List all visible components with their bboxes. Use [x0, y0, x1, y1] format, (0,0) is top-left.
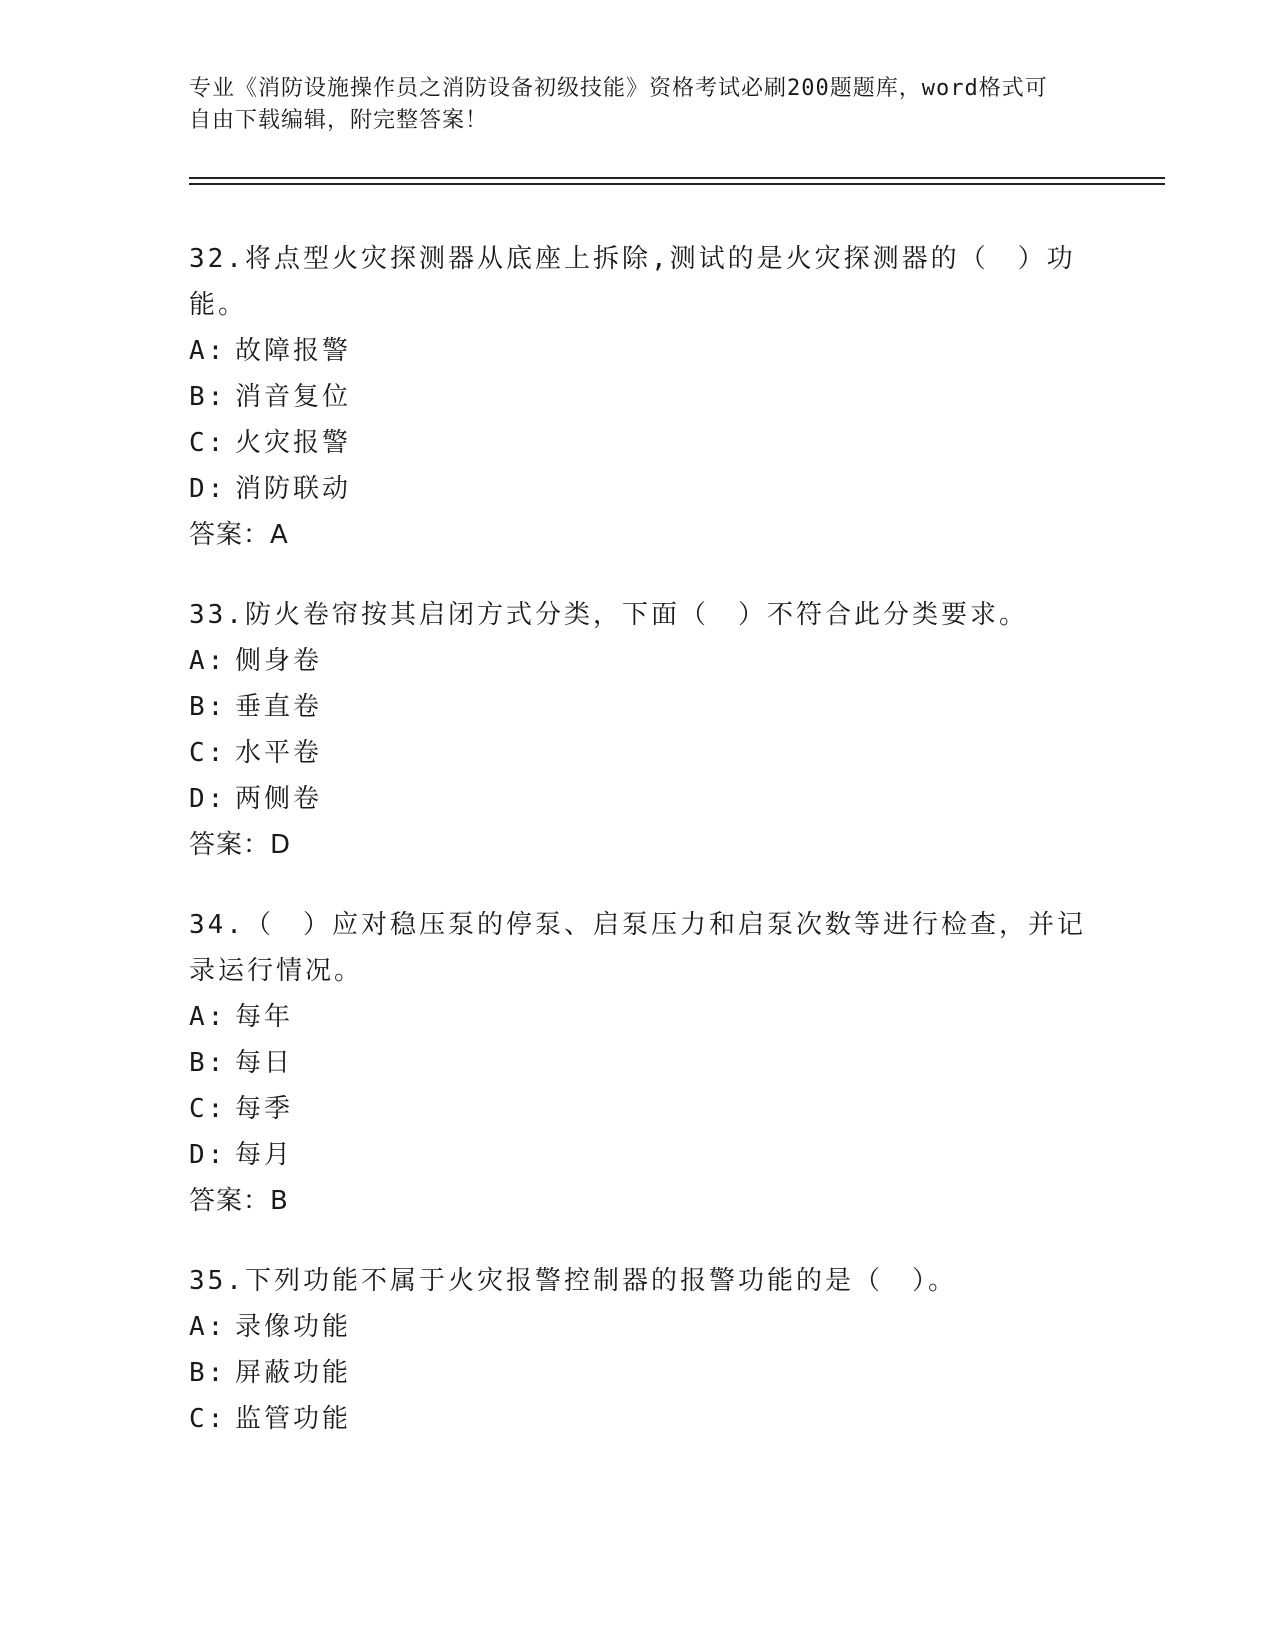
header-divider-bottom	[189, 183, 1165, 185]
option-letter: A:	[189, 336, 227, 366]
option-c	[189, 420, 1089, 466]
option-c	[189, 730, 1089, 776]
question-35	[189, 1258, 1089, 1442]
option-d	[189, 776, 1089, 822]
answer-line: 答案：D	[189, 830, 292, 860]
question-34	[189, 902, 1089, 1224]
option-text: 录像功能	[235, 1312, 352, 1342]
option-a	[189, 328, 1089, 374]
option-text: 火灾报警	[235, 428, 352, 458]
option-letter: C:	[189, 738, 227, 768]
option-b	[189, 684, 1089, 730]
question-stem: 32.将点型火灾探测器从底座上拆除,测试的是火灾探测器的（ ）功能。	[189, 244, 1076, 320]
answer-line: 答案：A	[189, 520, 289, 550]
option-letter: D:	[189, 474, 227, 504]
option-b	[189, 1040, 1089, 1086]
option-letter: A:	[189, 1312, 227, 1342]
question-stem: 34.（ ）应对稳压泵的停泵、启泵压力和启泵次数等进行检查，并记录运行情况。	[189, 910, 1086, 986]
option-text: 垂直卷	[235, 692, 323, 722]
option-b	[189, 374, 1089, 420]
header-divider-top	[189, 177, 1165, 179]
document-header: 专业《消防设施操作员之消防设备初级技能》资格考试必刷200题题库，word格式可自由下载编辑，附完整答案！	[189, 76, 1048, 133]
option-a	[189, 1304, 1089, 1350]
option-text: 每季	[235, 1094, 294, 1124]
question-32	[189, 236, 1089, 558]
option-letter: D:	[189, 1140, 227, 1170]
option-letter: B:	[189, 692, 227, 722]
option-d	[189, 1132, 1089, 1178]
option-a	[189, 994, 1089, 1040]
option-b	[189, 1350, 1089, 1396]
option-text: 消音复位	[235, 382, 352, 412]
option-text: 屏蔽功能	[235, 1358, 352, 1388]
option-text: 侧身卷	[235, 646, 323, 676]
option-letter: A:	[189, 646, 227, 676]
option-c	[189, 1086, 1089, 1132]
option-c	[189, 1396, 1089, 1442]
question-stem: 35.下列功能不属于火灾报警控制器的报警功能的是（ ）。	[189, 1266, 957, 1296]
question-stem: 33.防火卷帘按其启闭方式分类，下面（ ）不符合此分类要求。	[189, 600, 1028, 630]
option-a	[189, 638, 1089, 684]
option-letter: B:	[189, 1048, 227, 1078]
option-letter: C:	[189, 428, 227, 458]
option-text: 监管功能	[235, 1404, 352, 1434]
option-text: 两侧卷	[235, 784, 323, 814]
question-list	[189, 236, 1089, 1476]
option-letter: C:	[189, 1094, 227, 1124]
option-text: 每年	[235, 1002, 294, 1032]
answer-line: 答案：B	[189, 1186, 289, 1216]
option-letter: B:	[189, 1358, 227, 1388]
option-text: 故障报警	[235, 336, 352, 366]
option-text: 每月	[235, 1140, 294, 1170]
option-letter: A:	[189, 1002, 227, 1032]
option-text: 消防联动	[235, 474, 352, 504]
option-letter: D:	[189, 784, 227, 814]
option-text: 水平卷	[235, 738, 323, 768]
option-d	[189, 466, 1089, 512]
option-letter: C:	[189, 1404, 227, 1434]
option-text: 每日	[235, 1048, 294, 1078]
question-33	[189, 592, 1089, 868]
option-letter: B:	[189, 382, 227, 412]
